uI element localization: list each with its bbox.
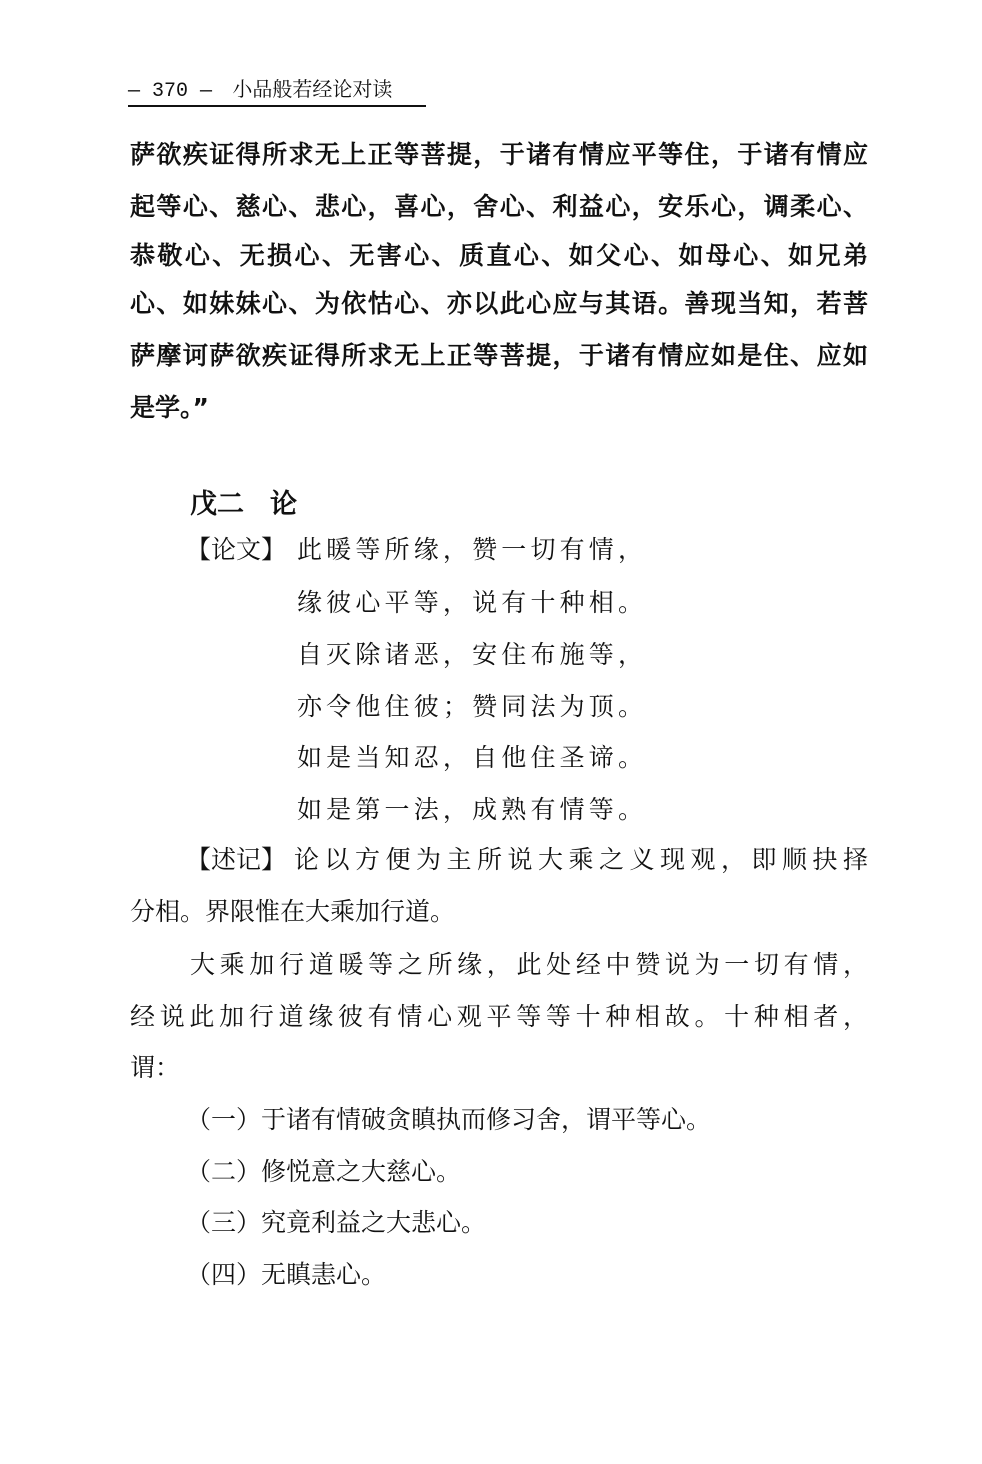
- running-header: [128, 76, 426, 107]
- verse-line: 自灭除诸恶，安住布施等，: [297, 640, 643, 669]
- verse-line: 如是当知忍，自他住圣谛。: [297, 743, 643, 772]
- treatise-label: 【论文】: [186, 535, 287, 564]
- verse-line: 缘彼心平等，说有十种相。: [297, 588, 643, 617]
- book-title: 小品般若经论对读: [232, 77, 393, 101]
- list-item: [186, 1105, 711, 1135]
- list-text: 究竟利益之大悲心。: [261, 1208, 487, 1237]
- list-marker: （一）: [186, 1105, 262, 1134]
- list-item: [186, 1208, 486, 1238]
- list-text: 修悦意之大慈心。: [261, 1157, 462, 1186]
- sutra-line: 恭敬心、无损心、无害心、质直心、如父心、如母心、如兄弟: [130, 241, 868, 270]
- verse-line: 亦令他住彼；赞同法为顶。: [297, 692, 643, 721]
- list-text: 于诸有情破贪瞋执而修习舍，谓平等心。: [261, 1105, 712, 1134]
- page-number: — 370 —: [128, 80, 213, 103]
- list-text: 无瞋恚心。: [261, 1260, 387, 1289]
- section-heading: [190, 482, 297, 521]
- commentary-line: 论以方便为主所说大乘之义现观，即顺抉择: [294, 845, 868, 874]
- list-marker: （四）: [186, 1260, 262, 1289]
- sutra-line: 起等心、慈心、悲心，喜心，舍心、利益心，安乐心，调柔心、: [130, 192, 868, 221]
- commentary-line: 分相。界限惟在大乘加行道。: [130, 897, 456, 926]
- commentary-label: 【述记】: [186, 845, 287, 874]
- sutra-line: 是学。”: [130, 393, 209, 422]
- list-item: [186, 1260, 386, 1290]
- list-marker: （二）: [186, 1157, 262, 1186]
- sutra-line: 萨欲疾证得所求无上正等菩提，于诸有情应平等住，于诸有情应: [130, 140, 868, 169]
- verse-line: 如是第一法，成熟有情等。: [297, 795, 643, 824]
- list-item: [186, 1157, 461, 1187]
- commentary-line: 经说此加行道缘彼有情心观平等等十种相故。十种相者，: [130, 1002, 868, 1031]
- list-marker: （三）: [186, 1208, 262, 1237]
- section-title: 论: [270, 489, 297, 520]
- sutra-line: 心、如妹妹心、为依怙心、亦以此心应与其语。善现当知，若菩: [130, 289, 868, 318]
- commentary-line: 谓：: [130, 1053, 181, 1082]
- section-number: 戊二: [190, 489, 244, 520]
- commentary-line: 大乘加行道暖等之所缘，此处经中赞说为一切有情，: [190, 950, 868, 979]
- sutra-line: 萨摩诃萨欲疾证得所求无上正等菩提，于诸有情应如是住、应如: [130, 341, 868, 370]
- verse-line: 此暖等所缘，赞一切有情，: [297, 535, 643, 564]
